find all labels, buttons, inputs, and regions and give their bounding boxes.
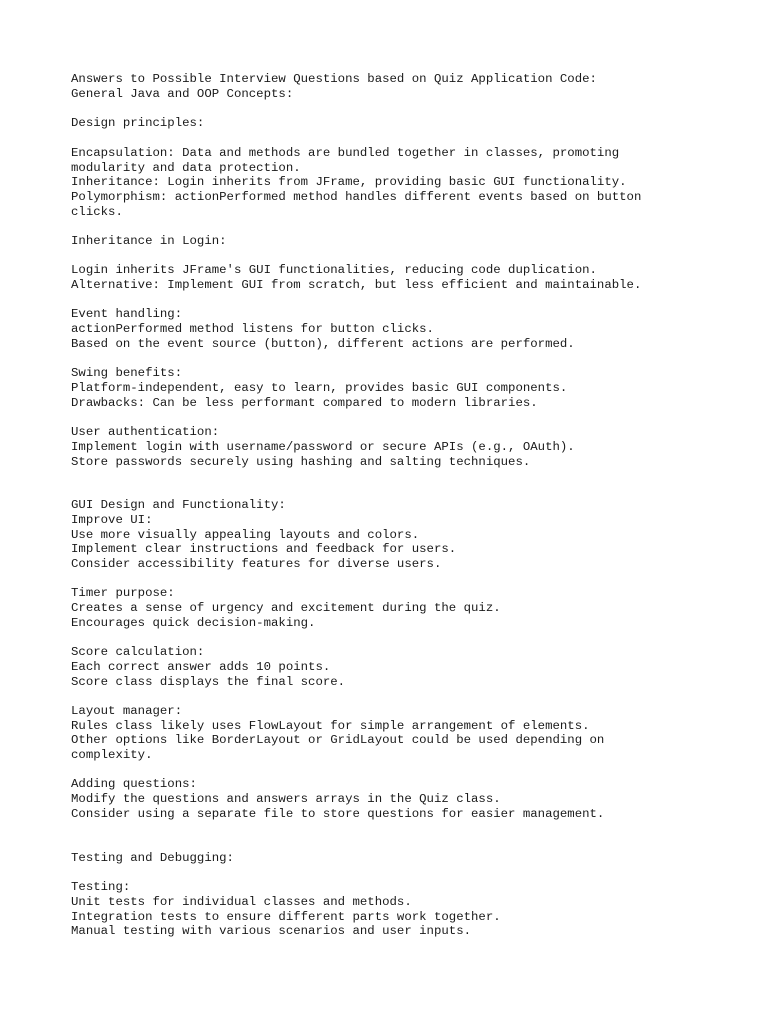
- subsection-heading: Score calculation:: [71, 645, 205, 659]
- text-line: Platform-independent, easy to learn, provides basic GUI components.: [71, 381, 568, 395]
- subsection-heading: Inheritance in Login:: [71, 234, 227, 248]
- subsection-heading: Adding questions:: [71, 777, 197, 791]
- subsection-heading: User authentication:: [71, 425, 220, 439]
- subsection-heading: Layout manager:: [71, 704, 183, 718]
- text-line: Consider accessibility features for diverse users.: [71, 557, 442, 571]
- text-line: Encapsulation: Data and methods are bundled together in classes, promoting: [71, 146, 620, 160]
- text-line: Polymorphism: actionPerformed method handles different events based on button: [71, 190, 642, 204]
- section-heading: Testing and Debugging:: [71, 851, 234, 865]
- text-line: Rules class likely uses FlowLayout for simple arrangement of elements.: [71, 719, 590, 733]
- document-title: Answers to Possible Interview Questions based on Quiz Application Code:: [71, 72, 597, 86]
- section-heading: General Java and OOP Concepts:: [71, 87, 294, 101]
- text-line: Alternative: Implement GUI from scratch, but less efficient and maintainable.: [71, 278, 642, 292]
- text-line: Integration tests to ensure different parts work together.: [71, 910, 501, 924]
- text-line: Encourages quick decision-making.: [71, 616, 316, 630]
- text-line: Login inherits JFrame's GUI functionalities, reducing code duplication.: [71, 263, 597, 277]
- text-line: complexity.: [71, 748, 153, 762]
- text-line: Implement clear instructions and feedback for users.: [71, 542, 457, 556]
- text-line: clicks.: [71, 205, 123, 219]
- text-line: Based on the event source (button), different actions are performed.: [71, 337, 575, 351]
- text-line: Score class displays the final score.: [71, 675, 346, 689]
- subsection-heading: Improve UI:: [71, 513, 153, 527]
- text-line: Use more visually appealing layouts and colors.: [71, 528, 420, 542]
- text-line: Implement login with username/password or secure APIs (e.g., OAuth).: [71, 440, 575, 454]
- text-line: actionPerformed method listens for button clicks.: [71, 322, 434, 336]
- subsection-heading: Swing benefits:: [71, 366, 183, 380]
- subsection-heading: Timer purpose:: [71, 586, 175, 600]
- subsection-heading: Event handling:: [71, 307, 183, 321]
- subsection-heading: Testing:: [71, 880, 131, 894]
- text-line: Drawbacks: Can be less performant compared to modern libraries.: [71, 396, 538, 410]
- text-line: Store passwords securely using hashing and salting techniques.: [71, 455, 531, 469]
- text-line: Each correct answer adds 10 points.: [71, 660, 331, 674]
- text-line: Unit tests for individual classes and methods.: [71, 895, 412, 909]
- subsection-heading: Design principles:: [71, 116, 205, 130]
- text-line: Manual testing with various scenarios and user inputs.: [71, 924, 472, 938]
- text-line: Other options like BorderLayout or GridLayout could be used depending on: [71, 733, 605, 747]
- text-line: Modify the questions and answers arrays in the Quiz class.: [71, 792, 501, 806]
- section-heading: GUI Design and Functionality:: [71, 498, 286, 512]
- text-line: Consider using a separate file to store questions for easier management.: [71, 807, 605, 821]
- text-line: Creates a sense of urgency and excitement during the quiz.: [71, 601, 501, 615]
- text-line: modularity and data protection.: [71, 161, 301, 175]
- text-line: Inheritance: Login inherits from JFrame, providing basic GUI functionality.: [71, 175, 627, 189]
